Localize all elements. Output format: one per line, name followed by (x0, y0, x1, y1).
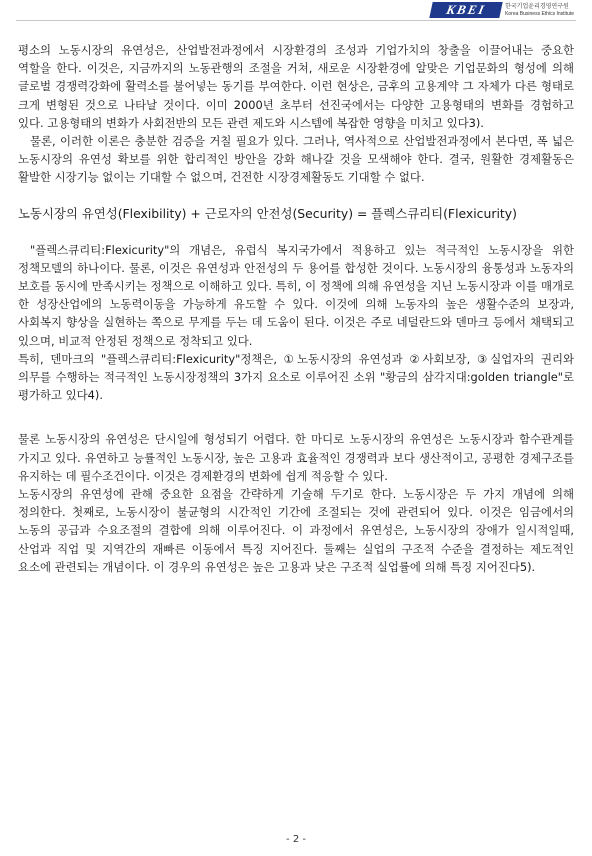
paragraph-5: 물론 노동시장의 유연성은 단시일에 형성되기 어렵다. 한 마디로 노동시장의 유연성은 노동시장과 함수관계를 가지고 있다. 유연하고 능률적인 노동시장, 높은 고용과 효율적인 경쟁력과 보다 생산적이고, 공평한 경제구조를 유지하는 데 필수조건이다. 이것은 경제환경의 변화에 쉽게 적응할 수 있다. (18, 432, 574, 483)
logo-text (505, 4, 574, 17)
kbei-logo-mark: KBEI (429, 2, 502, 18)
logo-english-name: Korea Business Ethics Institute (505, 10, 574, 17)
paragraph-4: 특히, 덴마크의 "플렉스큐리티:Flexicurity"정책은, ①노동시장의 유연성과 ②사회보장, ③실업자의 권리와 의무를 수행하는 적극적인 노동시장정책의 3가지 요소로 이루어진 소위 "황금의 삼각지대:golden triangle"로 평가하고 있다4). (18, 351, 574, 403)
header-rule (16, 20, 576, 21)
logo-korean-name: 한국기업윤리경영연구원 (505, 2, 569, 10)
section-heading: 노동시장의 유연성(Flexibility) + 근로자의 안전성(Security) = 플렉스큐리티(Flexicurity) (18, 205, 517, 221)
paragraph-2: 물론, 이러한 이론은 충분한 검증을 거칠 필요가 있다. 그러나, 역사적으로 산업발전과정에서 본다면, 폭 넓은 노동시장의 유연성 확보를 위한 합리적인 방안을 강화 해나갈 것을 모색해야 한다. 결국, 원활한 경제활동은 활발한 시장기능 없이는 기대할 수 없으며, 건전한 시장경제활동도 기대할 수 없다. (18, 134, 574, 185)
header-logo (431, 2, 574, 18)
page-number: - 2 - (286, 834, 306, 845)
paragraph-6: 노동시장의 유연성에 관해 중요한 요점을 간략하게 기술해 두기로 한다. 노동시장은 두 가지 개념에 의해 정의한다. 첫째로, 노동시장이 불균형의 시간적인 기간에 조절되는 것에 관련되어 있다. 이것은 임금에서의 노동의 공급과 수요조절의 결합에 의해 이루어진다. 이 과정에서 유연성은, 노동시장의 장애가 일시적일때, 산업과 직업 및 지역간의 재빠른 이동에서 특징 지어진다. 둘째는 실업의 구조적 수준을 결정하는 제도적인 요소에 관련되는 개념이다. 이 경우의 유연성은 높은 고용과 낮은 구조적 실업률에 의해 특징 지어진다5). (18, 487, 574, 574)
paragraph-1: 평소의 노동시장의 유연성은, 산업발전과정에서 시장환경의 조성과 기업가치의 창출을 이끌어내는 중요한 역할을 한다. 이것은, 지금까지의 노동관행의 조절을 거쳐, 새로운 시장환경에 알맞은 기업문화의 형성에 의해 글로벌 경쟁력강화에 활력소를 불어넣는 동기를 부여한다. 이런 현상은, 금후의 고용계약 그 자체가 다른 형태로 크게 변형된 것으로 나타날 것이다. 이미 2000년 초부터 선진국에서는 다양한 고용형태의 변화를 경험하고 있다. 고용형태의 변화가 사회전반의 모든 관련 제도와 시스템에 복잡한 영향을 미치고 있다3). (18, 43, 574, 130)
paragraph-3: "플렉스큐리티:Flexicurity"의 개념은, 유럽식 복지국가에서 적용하고 있는 적극적인 노동시장을 위한 정책모델의 하나이다. 물론, 이것은 유연성과 안전성의 두 용어를 합성한 것이다. 노동시장의 융통성과 노동자의 보호를 동시에 만족시키는 정책으로 이해하고 있다. 특히, 이 정책에 의해 유연성을 지닌 노동시장과 이를 매개로 한 성장산업에의 노동력이동을 가능하게 유도할 수 있다. 이것에 의해 노동자의 높은 생활수준의 보장과, 사회복지 향상을 실현하는 쪽으로 무게를 두는 데 도움이 된다. 이것은 주로 네덜란드와 덴마크 등에서 채택되고 있으며, 비교적 안정된 정책으로 정착되고 있다. (18, 242, 574, 348)
document-body (18, 41, 574, 576)
